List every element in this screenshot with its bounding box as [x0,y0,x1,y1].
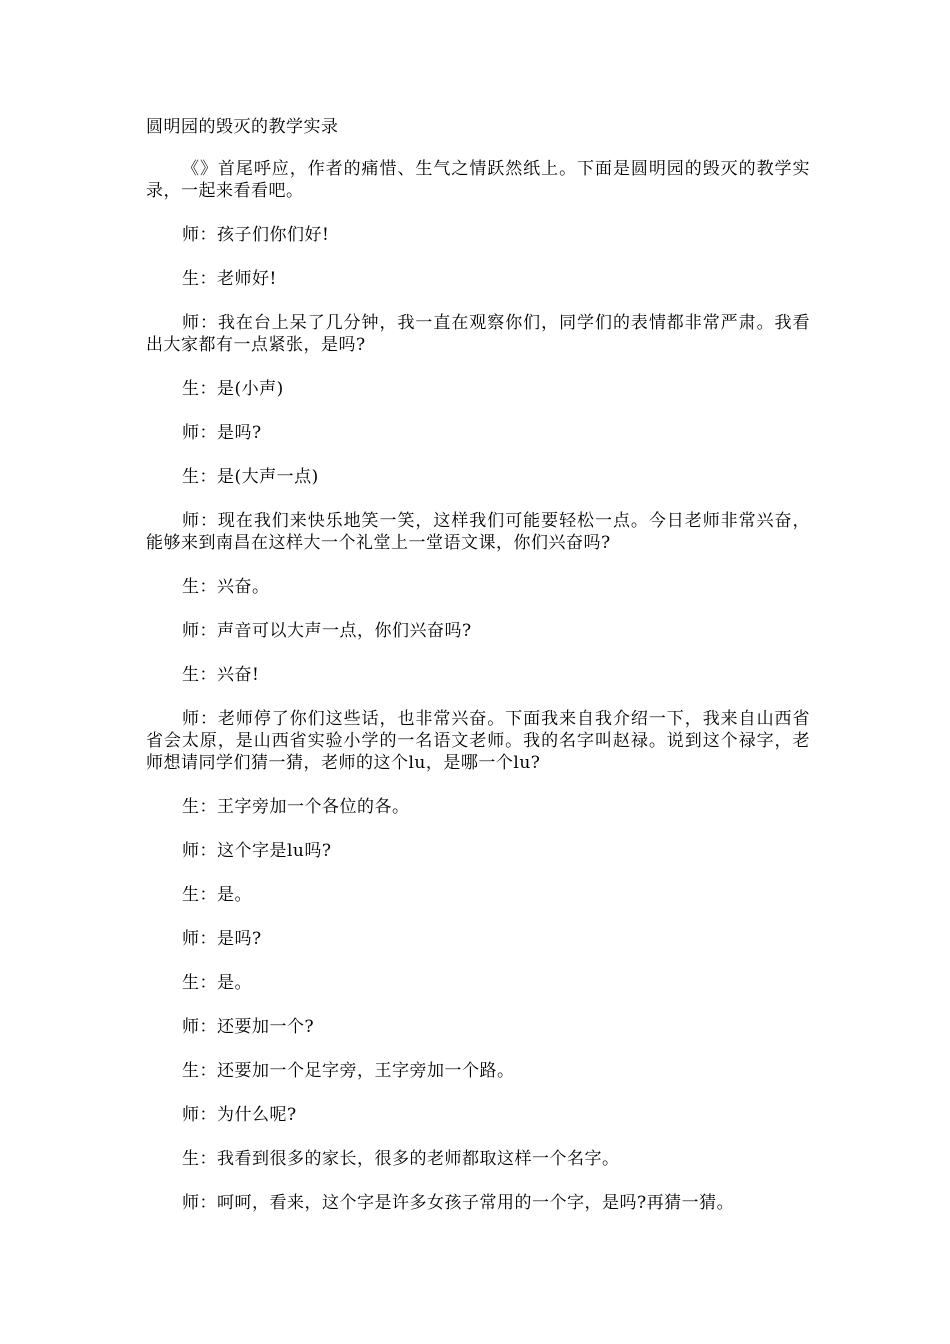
document-title: 圆明园的毁灭的教学实录 [146,117,339,137]
paragraph: 师：我在台上呆了几分钟，我一直在观察你们，同学们的表情都非常严肃。我看出大家都有一点紧张，是吗? [146,313,810,355]
paragraph: 生：是。 [182,973,252,993]
paragraph: 师：还要加一个? [182,1017,315,1037]
paragraph: 生：王字旁加一个各位的各。 [182,797,410,817]
paragraph: 生：老师好! [182,269,277,289]
paragraph: 生：我看到很多的家长，很多的老师都取这样一个名字。 [182,1149,620,1169]
paragraph: 师：这个字是lu吗? [182,841,332,861]
paragraph: 生：是(大声一点) [182,467,319,487]
paragraph: 师：是吗? [182,929,262,949]
paragraph: 生：是(小声) [182,379,284,399]
paragraph: 师：老师停了你们这些话，也非常兴奋。下面我来自我介绍一下，我来自山西省省会太原，是山西省实验小学的一名语文老师。我的名字叫赵禄。说到这个禄字，老师想请同学们猜一猜，老师的这个lu，是哪一个lu? [146,709,810,773]
paragraph: 《》首尾呼应，作者的痛惜、生气之情跃然纸上。下面是圆明园的毁灭的教学实录，一起来看看吧。 [146,159,810,201]
paragraph: 生：兴奋! [182,665,260,685]
paragraph: 生：是。 [182,885,252,905]
paragraph: 师：呵呵，看来，这个字是许多女孩子常用的一个字，是吗?再猜一猜。 [182,1193,735,1213]
paragraph: 师：声音可以大声一点，你们兴奋吗? [182,621,472,641]
paragraph: 师：孩子们你们好! [182,225,330,245]
paragraph: 师：现在我们来快乐地笑一笑，这样我们可能要轻松一点。今日老师非常兴奋，能够来到南昌在这样大一个礼堂上一堂语文课，你们兴奋吗? [146,511,810,553]
paragraph: 生：兴奋。 [182,577,270,597]
paragraph: 师：为什么呢? [182,1105,297,1125]
paragraph: 师：是吗? [182,423,262,443]
paragraph: 生：还要加一个足字旁，王字旁加一个路。 [182,1061,515,1081]
document-page [146,116,810,1236]
